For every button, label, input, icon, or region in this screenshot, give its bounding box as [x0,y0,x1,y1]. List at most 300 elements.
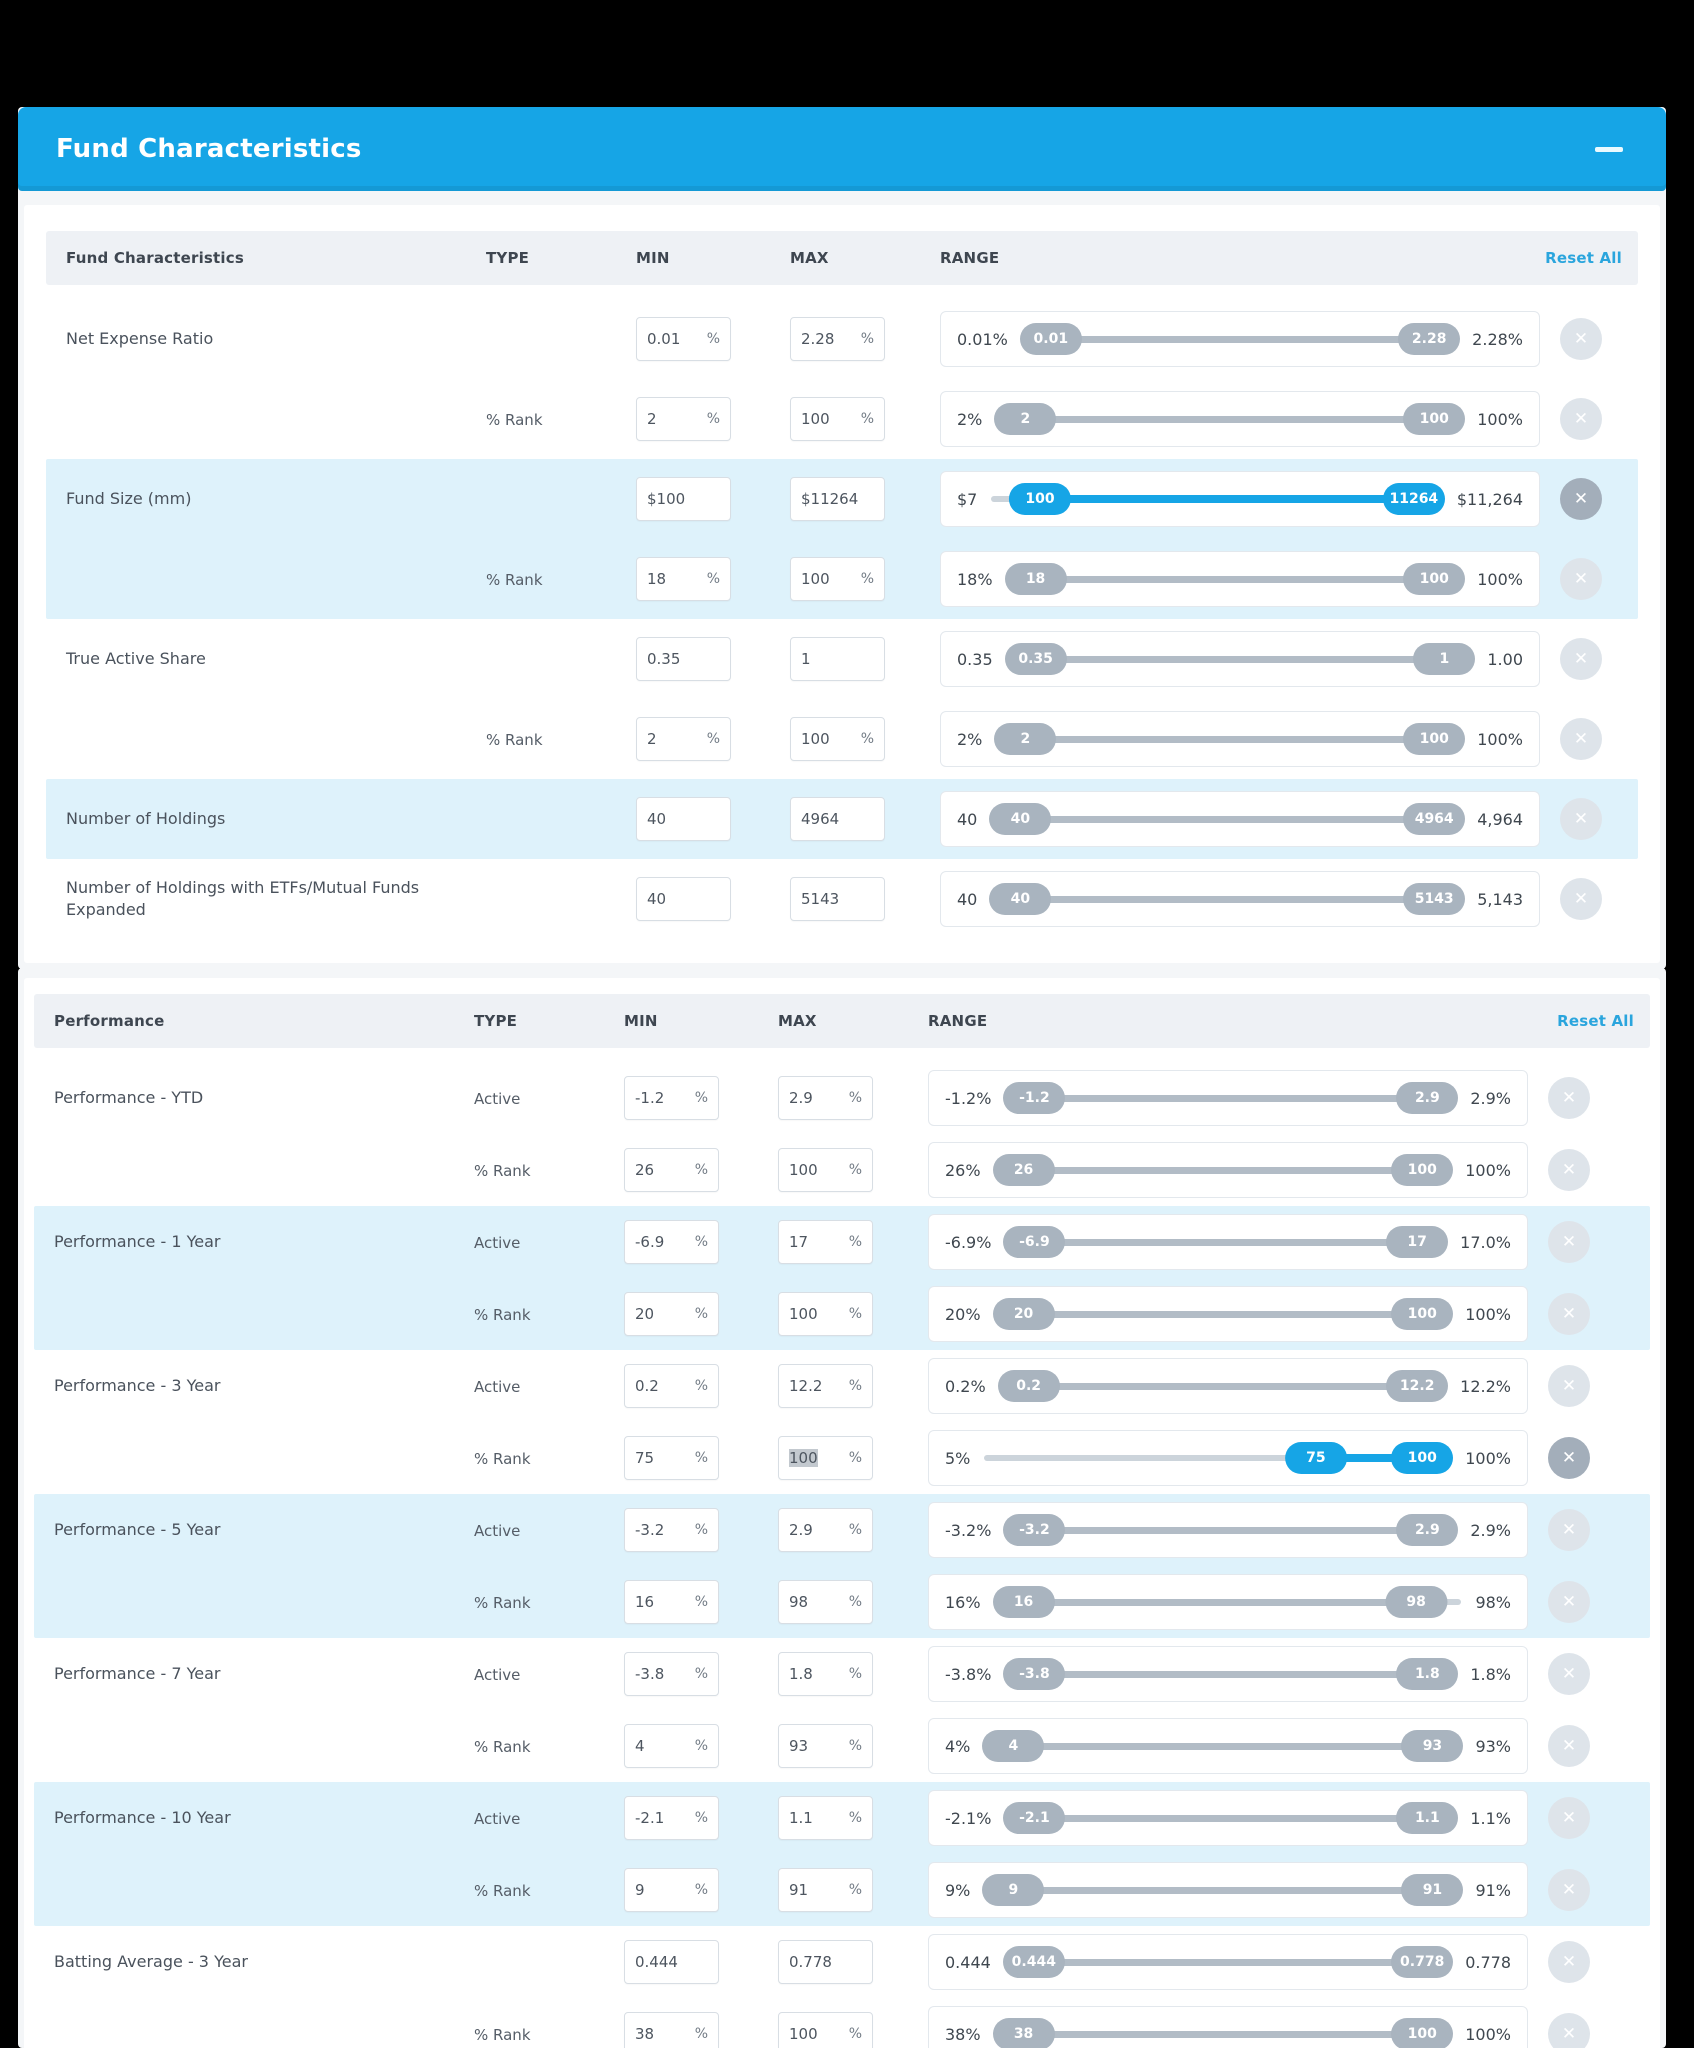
max-value: 2.9 [789,1089,813,1107]
clear-filter-button[interactable]: ✕ [1548,1941,1590,1983]
range-handle-min[interactable]: 9 [982,1874,1044,1906]
slider-track[interactable] [1003,1513,1458,1547]
range-max-label: 1.00 [1487,649,1523,669]
percent-suffix: % [848,1882,862,1898]
clear-filter-button[interactable]: ✕ [1560,558,1602,600]
max-input[interactable] [778,1580,873,1624]
range-max-label: 100% [1465,1160,1511,1180]
max-input[interactable] [778,1220,873,1264]
range-slider[interactable] [940,711,1540,767]
slider-track[interactable] [982,1873,1463,1907]
range-slider[interactable] [928,1574,1528,1630]
percent-suffix: % [848,1810,862,1826]
range-min-label: 4% [945,1736,971,1756]
range-handle-min[interactable]: 40 [989,803,1051,835]
range-handle-min[interactable]: 0.2 [998,1370,1060,1402]
range-handle-min[interactable]: 75 [1285,1442,1347,1474]
max-value: 5143 [801,890,840,908]
slider-track-fill [1025,416,1434,423]
filter-row [46,459,1638,539]
max-value: 98 [789,1593,809,1611]
percent-suffix: % [694,1234,708,1250]
percent-suffix: % [694,1450,708,1466]
slider-track-fill [1024,1167,1423,1174]
max-input[interactable] [778,2012,873,2048]
slider-track[interactable] [1003,1225,1448,1259]
min-value: 40 [647,890,667,908]
min-value: 2 [647,730,657,748]
filter-group [34,1782,1650,1926]
clear-filter-button[interactable]: ✕ [1548,1077,1590,1119]
filter-table-header [46,231,1638,285]
clear-filter-button[interactable]: ✕ [1548,1437,1590,1479]
min-input[interactable] [624,1148,719,1192]
slider-track-fill [1020,816,1434,823]
percent-suffix: % [694,1882,708,1898]
clear-filter-button[interactable]: ✕ [1548,1149,1590,1191]
max-input[interactable] [778,1292,873,1336]
range-slider[interactable] [928,1358,1528,1414]
max-input[interactable] [790,797,885,841]
max-value: 93 [789,1737,809,1755]
range-min-label: 20% [945,1304,981,1324]
range-handle-max[interactable]: 2.9 [1396,1082,1458,1114]
slider-track[interactable] [982,1441,1453,1475]
range-handle-min[interactable]: 0.444 [1003,1946,1065,1978]
row-label: Performance - 3 Year [54,1376,221,1396]
min-input[interactable] [636,397,731,441]
slider-track[interactable] [982,1729,1463,1763]
row-label: True Active Share [66,649,206,669]
max-input[interactable] [790,557,885,601]
clear-filter-button[interactable]: ✕ [1548,1221,1590,1263]
range-slider[interactable] [928,1430,1528,1486]
range-handle-max[interactable]: 91 [1401,1874,1463,1906]
slider-track[interactable] [1003,1945,1453,1979]
min-value: -3.8 [635,1665,665,1683]
range-slider[interactable] [940,391,1540,447]
filter-row [46,779,1638,859]
min-input[interactable] [636,477,731,521]
max-value: 2.9 [789,1521,813,1539]
range-handle-min[interactable]: 20 [993,1298,1055,1330]
range-handle-max[interactable]: 1 [1413,643,1475,675]
range-slider[interactable] [940,791,1540,847]
range-handle-min[interactable]: -2.1 [1003,1802,1065,1834]
range-slider[interactable] [940,471,1540,527]
range-slider[interactable] [928,1502,1528,1558]
slider-track[interactable] [1003,1801,1458,1835]
row-label: Performance - 7 Year [54,1664,221,1684]
min-input[interactable] [624,1076,719,1120]
clear-filter-button[interactable]: ✕ [1548,1509,1590,1551]
min-input[interactable] [636,877,731,921]
clear-filter-button[interactable]: ✕ [1560,398,1602,440]
row-label: Performance - 1 Year [54,1232,221,1252]
min-input[interactable] [624,1292,719,1336]
min-input[interactable] [624,1508,719,1552]
range-handle-min[interactable]: 0.01 [1020,323,1082,355]
min-input[interactable] [624,1220,719,1264]
min-input[interactable] [636,317,731,361]
range-handle-min[interactable]: 2 [994,723,1056,755]
range-max-label: 0.778 [1465,1952,1511,1972]
filter-row [34,1350,1650,1422]
range-handle-max[interactable]: 5143 [1403,883,1465,915]
min-input[interactable] [624,1868,719,1912]
range-max-label: 100% [1477,569,1523,589]
filter-row [34,1134,1650,1206]
clear-filter-button[interactable]: ✕ [1548,1581,1590,1623]
column-header-max: MAX [778,1012,817,1030]
type-label: % Rank [474,1305,531,1324]
slider-track-fill [1040,495,1414,503]
max-input[interactable] [778,1652,873,1696]
min-value: -6.9 [635,1233,665,1251]
slider-track-fill [1034,1239,1417,1246]
slider-track-fill [1034,1095,1427,1102]
range-handle-max[interactable]: 0.778 [1391,1946,1453,1978]
range-slider[interactable] [928,1142,1528,1198]
slider-track-fill [1024,1311,1423,1318]
type-label: Active [474,1233,521,1252]
range-slider[interactable] [940,871,1540,927]
type-label: % Rank [474,1449,531,1468]
percent-suffix: % [848,1594,862,1610]
range-handle-max[interactable]: 93 [1401,1730,1463,1762]
row-label: Number of Holdings with ETFs/Mutual Funds Expanded [66,878,420,919]
percent-suffix: % [860,411,874,427]
range-handle-min[interactable]: 4 [982,1730,1044,1762]
minimize-button[interactable] [1592,132,1626,166]
performance-panel [18,968,1666,2048]
range-handle-max[interactable]: 17 [1386,1226,1448,1258]
max-input[interactable] [778,1364,873,1408]
range-slider[interactable] [928,1862,1528,1918]
filter-row [46,859,1638,939]
type-label: % Rank [474,1161,531,1180]
min-input[interactable] [624,1364,719,1408]
clear-filter-button[interactable]: ✕ [1560,638,1602,680]
percent-suffix: % [848,1666,862,1682]
clear-filter-button[interactable]: ✕ [1560,878,1602,920]
max-value: 12.2 [789,1377,823,1395]
row-label: Performance - 10 Year [54,1808,231,1828]
slider-track[interactable] [1005,562,1466,596]
filter-row [34,1494,1650,1566]
max-value: 100 [789,1161,818,1179]
filter-row [34,1206,1650,1278]
max-input[interactable] [778,1508,873,1552]
clear-filter-button[interactable]: ✕ [1548,1293,1590,1335]
range-handle-max[interactable]: 100 [1403,563,1465,595]
range-min-label: -1.2% [945,1088,992,1108]
clear-filter-button[interactable]: ✕ [1560,318,1602,360]
max-value: 100 [801,570,830,588]
slider-track[interactable] [993,1585,1464,1619]
min-input[interactable] [636,637,731,681]
percent-suffix: % [848,2026,862,2042]
range-handle-min[interactable]: 100 [1009,483,1071,515]
slider-track-fill [1029,1383,1418,1390]
percent-suffix: % [860,571,874,587]
filter-row [34,1998,1650,2048]
max-value: 91 [789,1881,809,1899]
range-handle-max[interactable]: 1.1 [1396,1802,1458,1834]
range-handle-min[interactable]: 26 [993,1154,1055,1186]
max-value: 1.8 [789,1665,813,1683]
slider-track-fill [1034,1671,1427,1678]
percent-suffix: % [860,731,874,747]
slider-track[interactable] [993,1297,1454,1331]
reset-all-link[interactable]: Reset All [1557,1012,1634,1030]
min-input[interactable] [624,1940,719,1984]
max-input[interactable] [778,1868,873,1912]
max-input[interactable] [778,1724,873,1768]
type-label: Active [474,1809,521,1828]
range-min-label: 0.01% [957,329,1008,349]
max-value: 100 [789,1305,818,1323]
type-label: Active [474,1521,521,1540]
max-value: 100 [801,410,830,428]
min-input[interactable] [636,797,731,841]
min-input[interactable] [624,1580,719,1624]
range-handle-min[interactable]: 16 [993,1586,1055,1618]
min-value: 16 [635,1593,655,1611]
min-input[interactable] [636,717,731,761]
percent-suffix: % [848,1234,862,1250]
max-value: 1.1 [789,1809,813,1827]
filter-row [46,379,1638,459]
min-input[interactable] [624,1436,719,1480]
min-value: -3.2 [635,1521,665,1539]
column-header-min: MIN [624,1012,658,1030]
min-input[interactable] [624,1796,719,1840]
range-handle-max[interactable]: 100 [1403,723,1465,755]
range-max-label: 2.28% [1472,329,1523,349]
range-handle-min[interactable]: 38 [993,2018,1055,2048]
filter-row [46,539,1638,619]
range-max-label: 100% [1465,1304,1511,1324]
clear-filter-button[interactable]: ✕ [1548,1869,1590,1911]
slider-track[interactable] [1003,1657,1458,1691]
reset-all-link[interactable]: Reset All [1545,249,1622,267]
range-handle-min[interactable]: 2 [994,403,1056,435]
range-slider[interactable] [940,551,1540,607]
filter-group [46,459,1638,619]
range-handle-min[interactable]: -3.2 [1003,1514,1065,1546]
range-slider[interactable] [928,1286,1528,1342]
range-min-label: $7 [957,489,978,509]
slider-track[interactable] [989,482,1444,516]
type-label: % Rank [486,570,543,589]
range-handle-max[interactable]: 98 [1385,1586,1447,1618]
slider-track[interactable] [993,1153,1454,1187]
range-slider[interactable] [928,1646,1528,1702]
filter-row [34,1710,1650,1782]
range-min-label: 0.35 [957,649,993,669]
slider-track-fill [1036,576,1435,583]
range-max-label: $11,264 [1456,489,1523,509]
max-value: 100 [801,730,830,748]
range-handle-max[interactable]: 2.9 [1396,1514,1458,1546]
column-header-type: TYPE [474,1012,518,1030]
clear-filter-button[interactable]: ✕ [1548,1725,1590,1767]
filter-row [34,1422,1650,1494]
clear-filter-button[interactable]: ✕ [1548,1365,1590,1407]
panel-title-bar [18,107,1666,191]
min-value: 0.2 [635,1377,659,1395]
range-handle-min[interactable]: 40 [989,883,1051,915]
row-label: Performance - YTD [54,1088,204,1108]
filter-group [46,859,1638,939]
range-handle-max[interactable]: 100 [1391,2018,1453,2048]
slider-track[interactable] [1005,642,1476,676]
range-handle-max[interactable]: 100 [1391,1298,1453,1330]
range-handle-max[interactable]: 12.2 [1386,1370,1448,1402]
range-handle-max[interactable]: 4964 [1403,803,1465,835]
slider-track[interactable] [989,882,1465,916]
row-label: Batting Average - 3 Year [54,1952,248,1972]
filter-group [34,1638,1650,1782]
range-max-label: 12.2% [1460,1376,1511,1396]
range-handle-max[interactable]: 11264 [1383,483,1445,515]
filter-group [34,1926,1650,2048]
range-handle-min[interactable]: 0.35 [1005,643,1067,675]
slider-track[interactable] [998,1369,1449,1403]
min-value: 0.444 [635,1953,678,1971]
type-label: % Rank [474,1881,531,1900]
range-min-label: 18% [957,569,993,589]
min-input[interactable] [624,1724,719,1768]
filter-row [34,1926,1650,1998]
slider-track[interactable] [994,722,1465,756]
type-label: Active [474,1665,521,1684]
clear-filter-button[interactable]: ✕ [1548,1653,1590,1695]
slider-track[interactable] [1003,1081,1458,1115]
percent-suffix: % [694,1810,708,1826]
column-header-min: MIN [636,249,670,267]
range-slider[interactable] [928,1070,1528,1126]
clear-filter-button[interactable]: ✕ [1560,718,1602,760]
slider-track-fill [1025,736,1434,743]
range-slider[interactable] [940,311,1540,367]
clear-filter-button[interactable]: ✕ [1560,478,1602,520]
slider-track-fill [1024,1599,1417,1606]
range-handle-max[interactable]: 100 [1391,1154,1453,1186]
range-slider[interactable] [928,1214,1528,1270]
max-input[interactable] [790,637,885,681]
min-value: 75 [635,1449,655,1467]
percent-suffix: % [694,1666,708,1682]
max-input[interactable] [790,877,885,921]
percent-suffix: % [694,1594,708,1610]
max-input[interactable] [790,397,885,441]
filter-row [46,619,1638,699]
column-header-range: RANGE [940,249,1000,267]
max-input[interactable] [778,1940,873,1984]
min-input[interactable] [624,1652,719,1696]
column-header-type: TYPE [486,249,530,267]
slider-track[interactable] [994,402,1465,436]
percent-suffix: % [848,1738,862,1754]
range-min-label: -6.9% [945,1232,992,1252]
filter-table-header-title: Fund Characteristics [66,249,244,267]
type-label: % Rank [474,2025,531,2044]
percent-suffix: % [848,1450,862,1466]
percent-suffix: % [694,2026,708,2042]
filter-group [34,1206,1650,1350]
range-max-label: 5,143 [1477,889,1523,909]
range-max-label: 100% [1465,1448,1511,1468]
range-handle-min[interactable]: 18 [1005,563,1067,595]
min-input[interactable] [636,557,731,601]
filter-group [46,779,1638,859]
range-slider[interactable] [928,1790,1528,1846]
slider-track[interactable] [989,802,1465,836]
min-value: 26 [635,1161,655,1179]
range-handle-max[interactable]: 100 [1391,1442,1453,1474]
min-input[interactable] [624,2012,719,2048]
range-min-label: 38% [945,2024,981,2044]
range-max-label: 100% [1465,2024,1511,2044]
max-input[interactable] [778,1436,873,1480]
range-slider[interactable] [928,1934,1528,1990]
min-value: 2 [647,410,657,428]
range-max-label: 1.8% [1470,1664,1511,1684]
filter-group [46,619,1638,779]
min-value: 40 [647,810,667,828]
range-handle-max[interactable]: 2.28 [1398,323,1460,355]
max-input[interactable] [778,1796,873,1840]
range-handle-max[interactable]: 1.8 [1396,1658,1458,1690]
row-label: Performance - 5 Year [54,1520,221,1540]
slider-track-fill [1024,2031,1423,2038]
range-max-label: 91% [1475,1880,1511,1900]
max-input[interactable] [778,1148,873,1192]
max-value: 17 [789,1233,809,1251]
slider-track-fill [1013,1887,1432,1894]
range-handle-min[interactable]: -6.9 [1003,1226,1065,1258]
range-handle-max[interactable]: 100 [1403,403,1465,435]
percent-suffix: % [706,411,720,427]
max-input[interactable] [778,1076,873,1120]
filter-group [34,1494,1650,1638]
min-value: $100 [647,490,686,508]
percent-suffix: % [860,331,874,347]
max-input[interactable] [790,477,885,521]
type-label: % Rank [474,1737,531,1756]
range-slider[interactable] [928,1718,1528,1774]
range-slider[interactable] [940,631,1540,687]
filter-group [46,299,1638,459]
range-handle-min[interactable]: -3.8 [1003,1658,1065,1690]
range-max-label: 100% [1477,409,1523,429]
range-slider[interactable] [928,2006,1528,2048]
range-min-label: 5% [945,1448,971,1468]
clear-filter-button[interactable]: ✕ [1560,798,1602,840]
max-input[interactable] [790,717,885,761]
range-min-label: -3.2% [945,1520,992,1540]
range-handle-min[interactable]: -1.2 [1003,1082,1065,1114]
max-input[interactable] [790,317,885,361]
slider-track[interactable] [1020,322,1460,356]
clear-filter-button[interactable]: ✕ [1548,1797,1590,1839]
max-value: 4964 [801,810,840,828]
clear-filter-button[interactable]: ✕ [1548,2013,1590,2048]
percent-suffix: % [694,1306,708,1322]
slider-track[interactable] [993,2017,1454,2048]
